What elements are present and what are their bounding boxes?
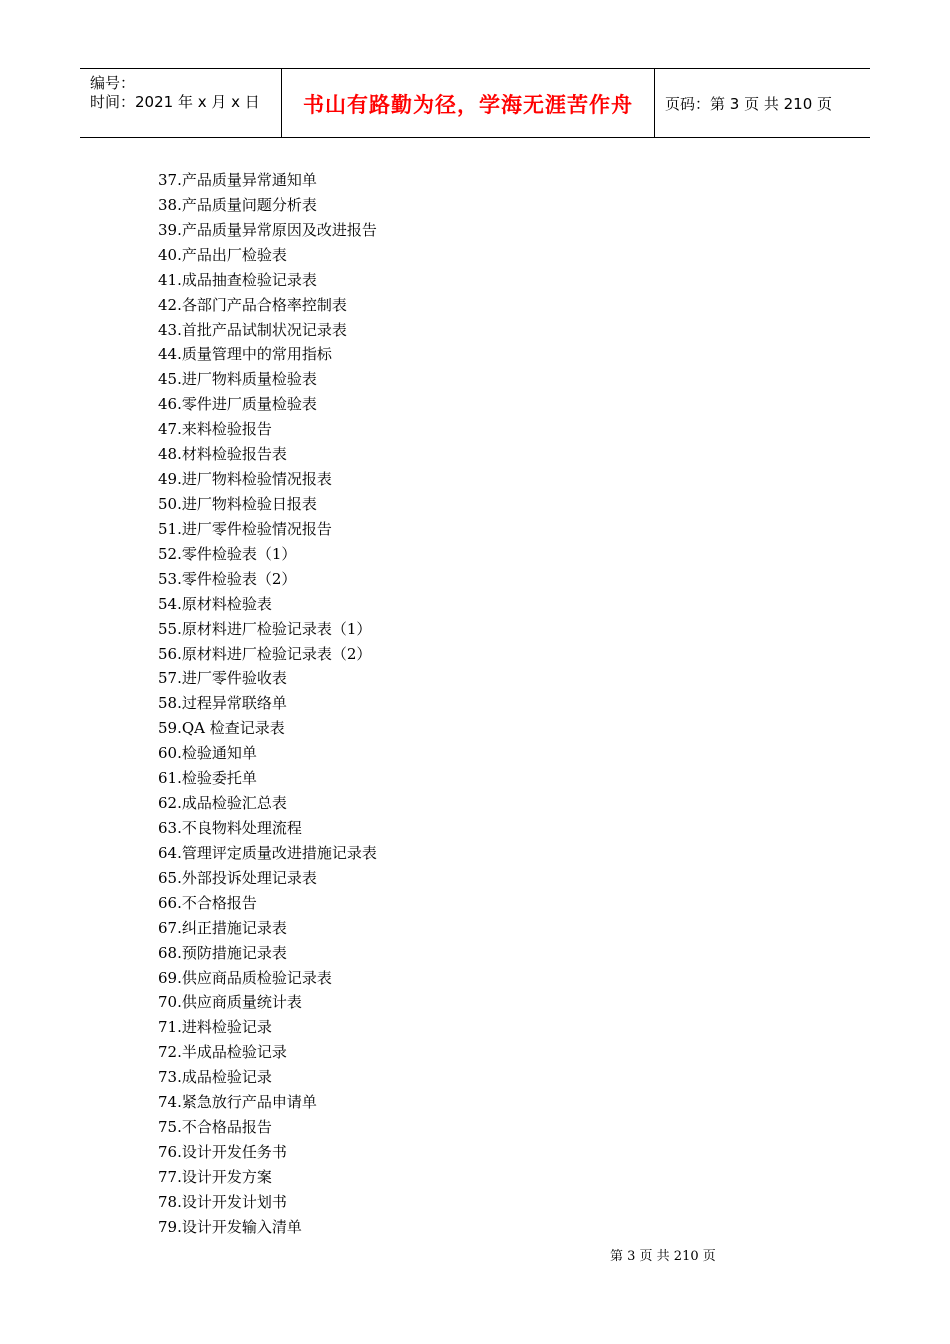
list-item: 50.进厂物料检验日报表 xyxy=(158,494,317,513)
list-item: 58.过程异常联络单 xyxy=(158,694,287,713)
list-item: 75.不合格品报告 xyxy=(158,1118,272,1137)
list-item: 66.不合格报告 xyxy=(158,893,257,912)
page-footer: 第 3 页 共 210 页 xyxy=(610,1249,716,1264)
list-item: 45.进厂物料质量检验表 xyxy=(158,370,317,389)
document-date-label: 时间：2021 年 x 月 x 日 xyxy=(90,93,260,111)
list-item: 77.设计开发方案 xyxy=(158,1167,272,1186)
list-item: 41.成品抽查检验记录表 xyxy=(158,270,317,289)
list-item: 59.QA 检查记录表 xyxy=(158,719,285,738)
list-item: 54.原材料检验表 xyxy=(158,594,272,613)
form-list xyxy=(158,168,377,1240)
header-motto-cell xyxy=(281,69,655,137)
list-item: 62.成品检验汇总表 xyxy=(158,794,287,813)
list-item: 51.进厂零件检验情况报告 xyxy=(158,519,332,538)
list-item: 71.进料检验记录 xyxy=(158,1018,272,1037)
list-item: 70.供应商质量统计表 xyxy=(158,993,302,1012)
list-item: 56.原材料进厂检验记录表（2） xyxy=(158,644,372,663)
list-item: 49.进厂物料检验情况报表 xyxy=(158,470,332,489)
header-page-cell xyxy=(655,69,870,137)
list-item: 60.检验通知单 xyxy=(158,744,257,763)
list-item: 55.原材料进厂检验记录表（1） xyxy=(158,619,372,638)
list-item: 72.半成品检验记录 xyxy=(158,1043,287,1062)
list-item: 73.成品检验记录 xyxy=(158,1068,272,1087)
header-motto: 书山有路勤为径，学海无涯苦作舟 xyxy=(303,93,633,117)
list-item: 39.产品质量异常原因及改进报告 xyxy=(158,220,377,239)
header-page-info: 页码：第 3 页 共 210 页 xyxy=(665,95,833,113)
list-item: 76.设计开发任务书 xyxy=(158,1142,287,1161)
list-item: 65.外部投诉处理记录表 xyxy=(158,868,317,887)
list-item: 79.设计开发输入清单 xyxy=(158,1217,302,1236)
list-item: 63.不良物料处理流程 xyxy=(158,818,302,837)
list-item: 46.零件进厂质量检验表 xyxy=(158,395,317,414)
list-item: 74.紧急放行产品申请单 xyxy=(158,1093,317,1112)
page-header xyxy=(80,68,870,138)
header-meta-cell xyxy=(80,69,281,137)
list-item: 52.零件检验表（1） xyxy=(158,544,297,563)
list-item: 57.进厂零件验收表 xyxy=(158,669,287,688)
list-item: 47.来料检验报告 xyxy=(158,420,272,439)
list-item: 44.质量管理中的常用指标 xyxy=(158,345,332,364)
list-item: 40.产品出厂检验表 xyxy=(158,245,287,264)
list-item: 48.材料检验报告表 xyxy=(158,445,287,464)
document-code-label: 编号： xyxy=(90,74,136,92)
list-item: 61.检验委托单 xyxy=(158,769,257,788)
list-item: 53.零件检验表（2） xyxy=(158,569,297,588)
list-item: 64.管理评定质量改进措施记录表 xyxy=(158,843,377,862)
list-item: 68.预防措施记录表 xyxy=(158,943,287,962)
list-item: 42.各部门产品合格率控制表 xyxy=(158,295,347,314)
list-item: 78.设计开发计划书 xyxy=(158,1192,287,1211)
list-item: 38.产品质量问题分析表 xyxy=(158,195,317,214)
list-item: 67.纠正措施记录表 xyxy=(158,918,287,937)
list-item: 43.首批产品试制状况记录表 xyxy=(158,320,347,339)
list-item: 69.供应商品质检验记录表 xyxy=(158,968,332,987)
list-item: 37.产品质量异常通知单 xyxy=(158,171,317,189)
